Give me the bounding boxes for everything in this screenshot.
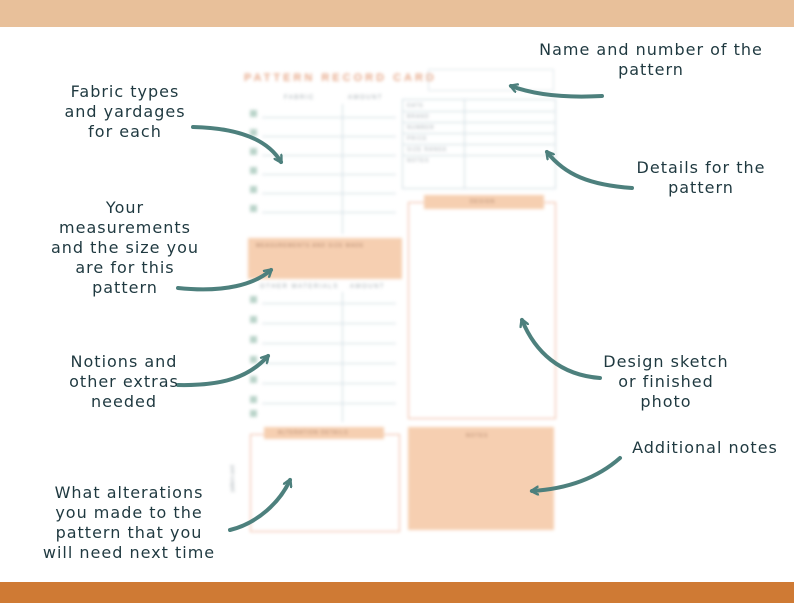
- arrow-name-number: [511, 86, 602, 97]
- arrow-alterations: [230, 480, 290, 530]
- alteration-label: ALTERATION DETAILS: [278, 430, 349, 436]
- notes-label: NOTES: [466, 433, 489, 439]
- amount-header-2: AMOUNT: [350, 284, 385, 290]
- fabric-header: FABRIC: [284, 95, 315, 101]
- detail-label-number: NUMBER: [407, 125, 435, 131]
- detail-label-date: DATE: [407, 103, 424, 109]
- annotation-notions: Notions and other extras needed: [69, 352, 179, 411]
- amount-header: AMOUNT: [348, 95, 383, 101]
- detail-label-size-range: SIZE RANGE: [407, 147, 448, 153]
- bottom-band: [0, 582, 794, 603]
- annotation-design: Design sketch or finished photo: [603, 352, 729, 411]
- annotation-fabric: Fabric types and yardages for each: [64, 82, 186, 141]
- annotation-additional-notes: Additional notes: [632, 438, 778, 457]
- detail-label-brand: BRAND: [407, 114, 430, 120]
- detail-label-price: PRICE: [407, 136, 428, 142]
- detail-label-notes: NOTES: [407, 158, 430, 164]
- design-label: DESIGN: [470, 199, 496, 205]
- measurements-label: MEASUREMENTS AND SIZE MADE: [256, 243, 365, 249]
- other-materials-header: OTHER MATERIALS: [260, 284, 339, 290]
- arrow-additional-notes: [532, 458, 620, 491]
- annotation-alterations: What alterations you made to the pattern that you will need next time: [42, 483, 216, 562]
- card-side-text: pattern card: [230, 465, 236, 492]
- annotation-details: Details for the pattern: [636, 158, 766, 197]
- annotation-name-number: Name and number of the pattern: [539, 40, 763, 79]
- annotation-measurements: Your measurements and the size you are for this pattern: [50, 198, 200, 297]
- card-title: PATTERN RECORD CARD: [244, 72, 437, 84]
